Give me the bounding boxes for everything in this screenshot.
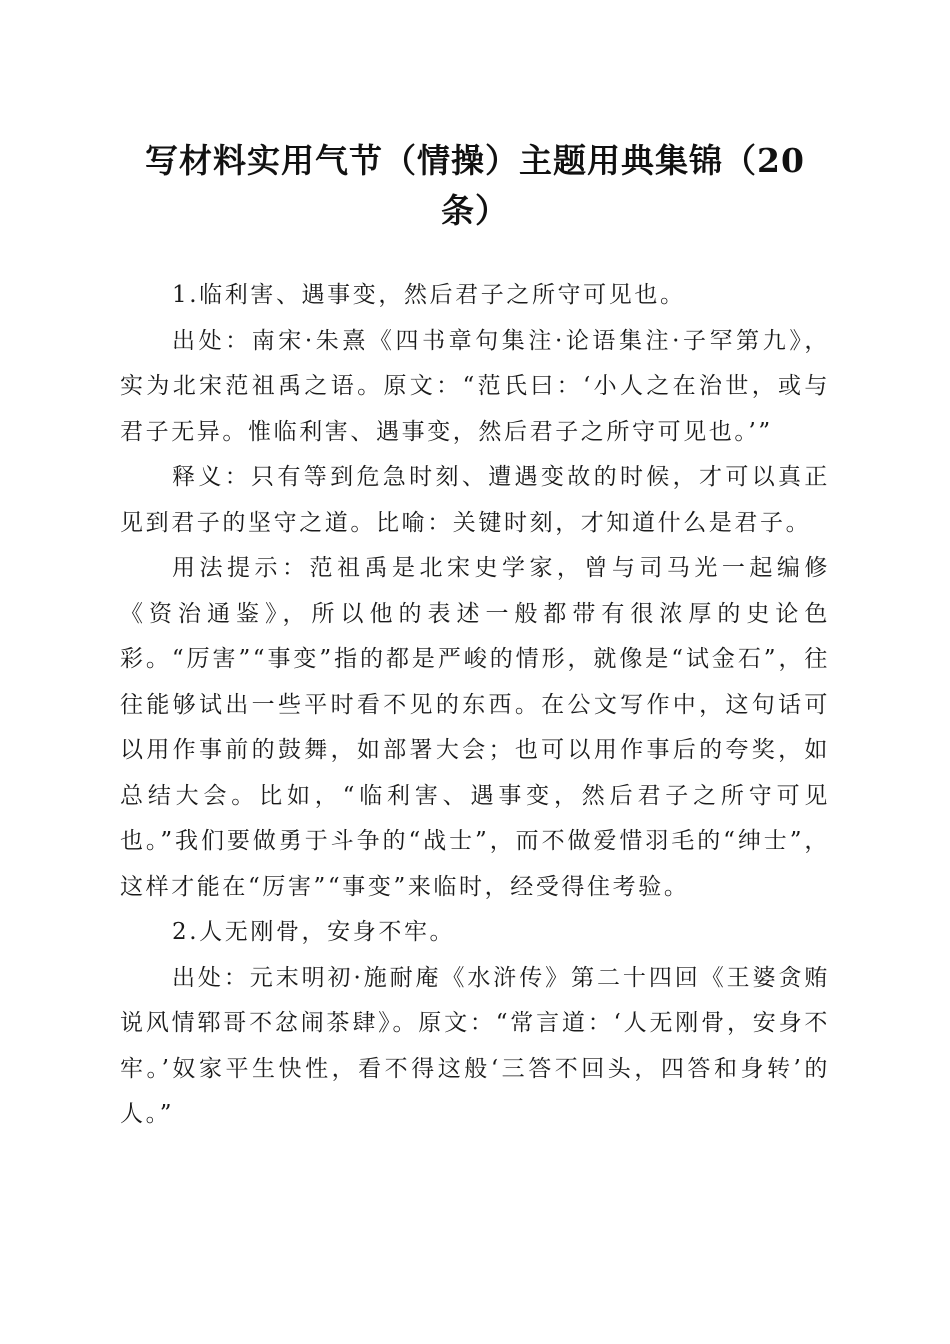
document-title: 写材料实用气节（情操）主题用典集锦（20条） xyxy=(145,141,805,230)
document-body xyxy=(120,273,830,1138)
paragraph-item-2-heading: 2.人无刚骨，安身不牢。 xyxy=(172,919,456,945)
paragraph-item-1-usage: 用法提示：范祖禹是北宋史学家，曾与司马光一起编修《资治通鉴》，所以他的表述一般都带有很浓厚的史论色彩。“厉害”“事变”指的都是严峻的情形，就像是“试金石”，往往能够试出一些平时看不见的东西。在公文写作中，这句话可以用作事前的鼓舞，如部署大会；也可以用作事后的夸奖，如总结大会。比如，“临利害、遇事变，然后君子之所守可见也。”我们要做勇于斗争的“战士”，而不做爱惜羽毛的“绅士”，这样才能在“厉害”“事变”来临时，经受得住考验。 xyxy=(120,555,830,900)
paragraph-item-1-heading: 1.临利害、遇事变，然后君子之所守可见也。 xyxy=(172,282,686,308)
paragraph-item-1-source: 出处：南宋·朱熹《四书章句集注·论语集注·子罕第九》，实为北宋范祖禹之语。原文：“范氏曰：‘小人之在治世，或与君子无异。惟临利害、遇事变，然后君子之所守可见也。’” xyxy=(120,327,830,445)
paragraph-item-1-meaning: 释义：只有等到危急时刻、遭遇变故的时候，才可以真正见到君子的坚守之道。比喻：关键时刻，才知道什么是君子。 xyxy=(120,464,830,536)
paragraph-item-2-source: 出处：元末明初·施耐庵《水浒传》第二十四回《王婆贪贿说风情郓哥不忿闹茶肆》。原文：“常言道：‘人无刚骨，安身不牢。’奴家平生快性，看不得这般‘三答不回头，四答和身转’的人。” xyxy=(120,964,830,1127)
